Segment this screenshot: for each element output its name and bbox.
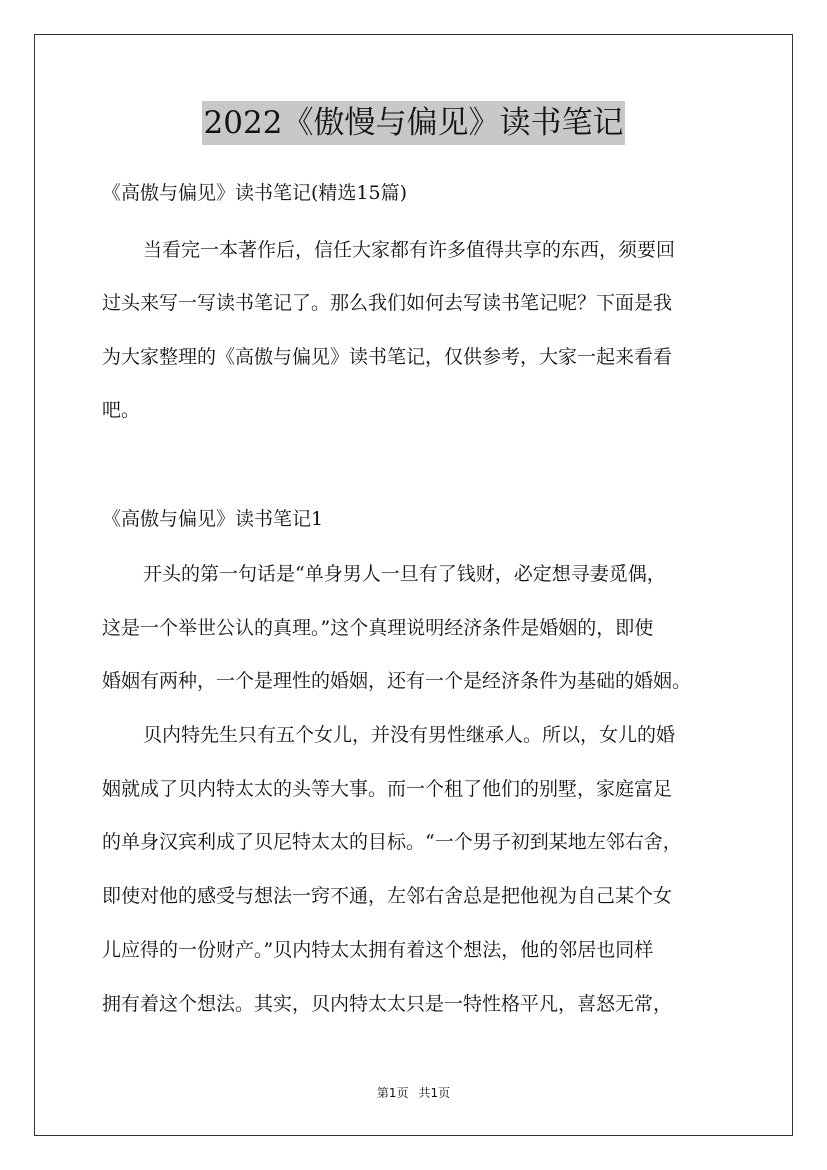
page-total: 共1页 (418, 1086, 451, 1100)
section-heading: 《高傲与偏见》读书笔记1 (102, 508, 324, 530)
body-line-8: 儿应得的一份财产。”贝内特太太拥有着这个想法，他的邻居也同样 (102, 939, 654, 961)
document-title: 2022《傲慢与偏见》读书笔记 (202, 101, 626, 145)
intro-line-4: 吧。 (102, 399, 141, 421)
page-number: 第1页 (376, 1086, 409, 1100)
intro-line-1: 当看完一本著作后，信任大家都有许多值得共享的东西，须要回 (143, 239, 676, 261)
body-line-1: 开头的第一句话是“单身男人一旦有了钱财，必定想寻妻觅偶， (143, 563, 666, 585)
body-line-6: 的单身汉宾利成了贝尼特太太的目标。“一个男子初到某地左邻右舍， (102, 831, 682, 853)
intro-line-3: 为大家整理的《高傲与偏见》读书笔记，仅供参考，大家一起来看看 (102, 346, 673, 368)
body-line-5: 姻就成了贝内特太太的头等大事。而一个租了他们的别墅，家庭富足 (102, 778, 673, 800)
page-footer (0, 1085, 827, 1101)
body-line-3: 婚姻有两种，一个是理性的婚姻，还有一个是经济条件为基础的婚姻。 (102, 670, 692, 692)
body-line-7: 即使对他的感受与想法一窍不通，左邻右舍总是把他视为自己某个女 (102, 885, 673, 907)
body-line-9: 拥有着这个想法。其实，贝内特太太只是一特性格平凡，喜怒无常， (102, 993, 673, 1015)
body-line-2: 这是一个举世公认的真理。”这个真理说明经济条件是婚姻的，即使 (102, 617, 654, 639)
title-container (0, 101, 827, 145)
body-line-4: 贝内特先生只有五个女儿，并没有男性继承人。所以，女儿的婚 (143, 724, 676, 746)
subtitle: 《高傲与偏见》读书笔记(精选15篇) (102, 182, 408, 204)
intro-line-2: 过头来写一写读书笔记了。那么我们如何去写读书笔记呢？下面是我 (102, 292, 673, 314)
